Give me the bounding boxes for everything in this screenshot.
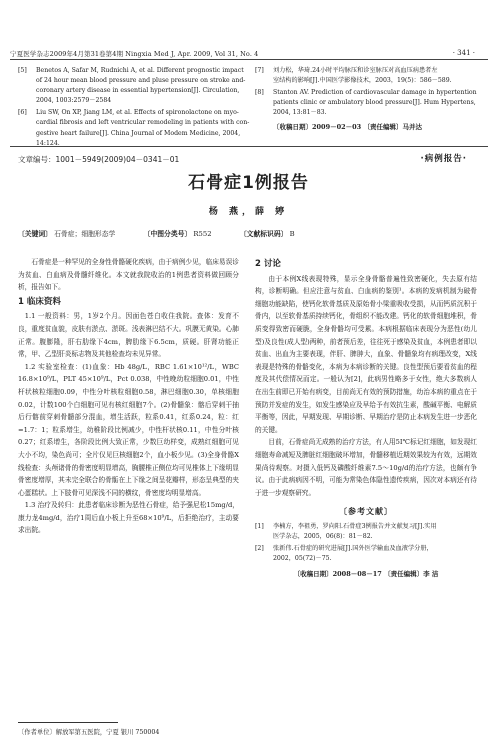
reference-line: gestive heart failure[J]. China Journal of Modem Medicine, 2004, <box>36 129 241 137</box>
reference-line: 2002，05(72)－75. <box>273 555 332 563</box>
column-left <box>18 256 239 537</box>
reference-line: 室结构的影响[J].中国医学影像技术，2003，19(5)：586－589. <box>273 77 452 85</box>
reference-text: Stanton AV. Prediction of cardiovascular damage in hypertention <box>273 89 477 97</box>
clc-value: R552 <box>193 230 212 238</box>
keywords-value: 石骨症；细胞形态学 <box>54 230 116 238</box>
column-right <box>255 256 477 585</box>
running-header: 宁夏医学杂志2009年4月第31卷第4期 Ningxia Med J, Apr. 2009, Vol 31, No. 4 <box>10 50 259 58</box>
reference-line <box>255 522 477 532</box>
reference-line: 2004, 13:81－83. <box>273 109 327 117</box>
keywords-line <box>18 228 295 238</box>
references-heading: 〔参考文献〕 <box>339 506 393 517</box>
reference-line: cardial fibrosis and left ventricular remodeling in patients with con- <box>36 119 250 127</box>
references-left <box>18 66 250 151</box>
keywords-label: 〔关键词〕 <box>18 230 52 238</box>
references-right <box>255 66 485 135</box>
author-line: 杨 燕，薛 婷 <box>208 207 289 217</box>
reference-line <box>255 66 485 76</box>
affiliation-rule <box>18 722 118 723</box>
reference-line: 医学杂志，2005，06(8)：81－82. <box>273 532 373 540</box>
reference-number: [2] <box>255 545 264 553</box>
author-affiliation: 〔作者单位〕解放军第五医院，宁夏 银川 750004 <box>18 729 160 736</box>
reference-item <box>255 544 477 564</box>
reference-text: Liu SW, On XP, Jiang LM, et al. Effects of spironolactone on myo- <box>36 109 239 117</box>
reference-item <box>18 108 250 148</box>
reference-text: 张新伟.石骨症的研究进展[J].国外医学输血及血液学分册， <box>273 545 433 553</box>
reference-number: [7] <box>255 67 264 74</box>
reference-item <box>18 66 246 106</box>
clc-label: 〔中图分类号〕 <box>143 230 192 238</box>
reference-line: coronary artery disease in essential hypertension[J]. Circulation, <box>36 87 240 95</box>
received-date: 〔收稿日期〕2008－08－17 〔责任编辑〕李 洁 <box>293 570 439 579</box>
received-date-prev: 〔收稿日期〕2009－02－03 〔责任编辑〕马并达 <box>273 123 422 132</box>
reference-number: [8] <box>255 89 264 97</box>
section-heading-discussion: 2 讨论 <box>255 259 281 269</box>
reference-line: patients clinic or ambulatory blood pressure[J]. Hum Hypertens, <box>273 99 476 107</box>
reference-line <box>18 108 243 118</box>
reference-line <box>255 544 477 554</box>
section-rule <box>10 146 488 147</box>
reference-number: [1] <box>255 522 264 530</box>
references-list <box>255 522 477 564</box>
section-heading-clinical: 1 临床资料 <box>18 296 61 307</box>
intro-paragraph: 石骨症是一种罕见的全身性骨骼硬化疾病，由于病例少见，临床易误诊为贫血、白血病及骨髓纤维化。本文就我院收治的1例患者资料做回顾分析，报告如下。 <box>18 258 239 292</box>
discussion-paragraph-2: 目前，石骨症尚无成熟的治疗方法，有人用5Ⅰ℃标记红细胞，如发现红细胞寿命减短及脾脏红细胞破坏增加，骨髓移植近期效果较为有效，远期效果尚待观察。对摄入低钙及磷酸纤维素7.5～10g/d的治疗方法，也颇有争议。由于此病病因不明，可能为常染色体隐性遗传疾病，因次对本病还有待于进一步观察研究。 <box>255 438 477 497</box>
reference-text: 刘力松，华琦.24小时平均脉压和诊室脉压对高血压病患者左 <box>273 67 438 74</box>
reference-line: 2004, 1003:2579－2584 <box>36 97 112 105</box>
lab-exam-paragraph: 1.2 实验室检查：(1)血象：Hb 48g/L，RBC 1.61×10¹²/L，WBC 16.8×10⁹/L，PLT 45×10⁹/L，Pct 0.038，中性晚幼粒细胞0.01，中性杆状核粒细胞0.09，中性分叶核粒细胞0.58，淋巴细胞0.30，单核细胞0.02，计数100个白细胞可见有核红细胞7个。(2)骨髓象：髂后穿刺干抽后行髂前穿刺骨髓部分混血，增生活跃，粒系0.41，红系0.24，粒：红=1.7：1；粒系增生，幼稚阶段比例减少，中性杆状核0.11，中性分叶核0.27；红系增生，各阶段比例大致正常，少数巨幼样变，成熟红细胞可见大小不均，染色尚可；全片仅见巨核细胞2个，血小板少见。(3)全身骨骼X线检查：头颅诸骨的骨密度明显增高，胸腰椎正侧位均可见椎体上下缘明显骨密度增厚，其未完全联合的骨骺在上下缘之间呈花瓣样，形态呈典型的夹心蛋糕状。上下肢骨可见深浅不同的横纹，骨密度均明显增高。 <box>18 362 239 497</box>
reference-item <box>255 66 485 86</box>
reference-line <box>255 88 485 98</box>
reference-number: [6] <box>18 109 27 117</box>
doc-code-value: B <box>289 230 295 238</box>
reference-number: [5] <box>18 67 27 74</box>
reference-item <box>255 522 477 542</box>
general-data-paragraph: 1.1 一般资料：男，1岁2个月。因面色苍白收住我院。查体：发育不良，重度贫血貌，皮肤有淤点、淤斑。浅表淋巴结不大。巩膜无黄染。心肺正常。腹膨隆，肝右肋缘下4cm，脾肋缘下6.5cm，质硬。肝肾功能正常，甲、乙型肝炎标志物及其他检查均未见异常。 <box>18 312 239 359</box>
doc-code-label: 〔文献标识码〕 <box>239 230 288 238</box>
article-title: 石骨症1例报告 <box>188 173 309 193</box>
reference-item <box>255 88 485 118</box>
reference-line: 14:124. <box>36 139 60 147</box>
reference-text: Benetos A, Safar M, Rudnichi A, et al. Different prognostic impact <box>36 67 244 74</box>
reference-line: of 24 hour mean blood pressure and pluse pressure on stroke and- <box>36 77 246 85</box>
reference-text: 李楠方，李祖勇，罗向阳.石骨症3例报告并文献复习[J].实用 <box>273 522 437 530</box>
treatment-paragraph: 1.3 治疗及转归：此患者临床诊断为恶性石骨症，给予强尼松15mg/d，康力龙4mg/d，治疗1周后血小板上升至68×10⁹/L，后拒绝治疗，主动要求出院。 <box>18 501 239 535</box>
reference-line <box>18 66 243 76</box>
header-rule <box>10 59 488 60</box>
column-tag: ·病例报告· <box>420 154 467 164</box>
discussion-paragraph-1: 由于本例X线表现特殊，显示全身骨骼普遍性致密硬化，失去原有结构，诊断明确。但应注意与贫血、白血病的鉴别¹。本病的发病机制为破骨细胞功能缺陷，使钙化软骨基质及原始骨小梁重吸收受损，从而钙质沉积于骨内，以至软骨基质持续钙化，骨组织不能改建。钙化的软骨细胞堆积，骨质变得致密而硬脆，全身骨骼均可受累。本病根据临床表现分为恶性(幼儿型)及良性(成人型)两种，前者预后差，往往死于感染及贫血，本例患者即以贫血、出血为主要表现，伴肝、脾肿大，血象、骨髓象均有病理改变，X线表现是特殊的骨骼变化，本病为本病诊断的关键。良性型预后要看贫血的程度及其代偿情况而定。一般认为[2]，此病男性略多于女性，绝大多数病人在出生前即已开始有病变，目前尚无有效的预防措施，幼治本病的重点在于预防并发症的发生，如发生感染应及早给予有效抗生素，酸碱平衡、电解质平衡等，因此，早期发现、早期诊断、早期治疗是防止本病发生进一步恶化的关键。 <box>255 274 477 434</box>
article-number: 文章编号：1001－5949(2009)04－0341－01 <box>18 155 180 164</box>
page-number: · 341 · <box>452 49 475 57</box>
